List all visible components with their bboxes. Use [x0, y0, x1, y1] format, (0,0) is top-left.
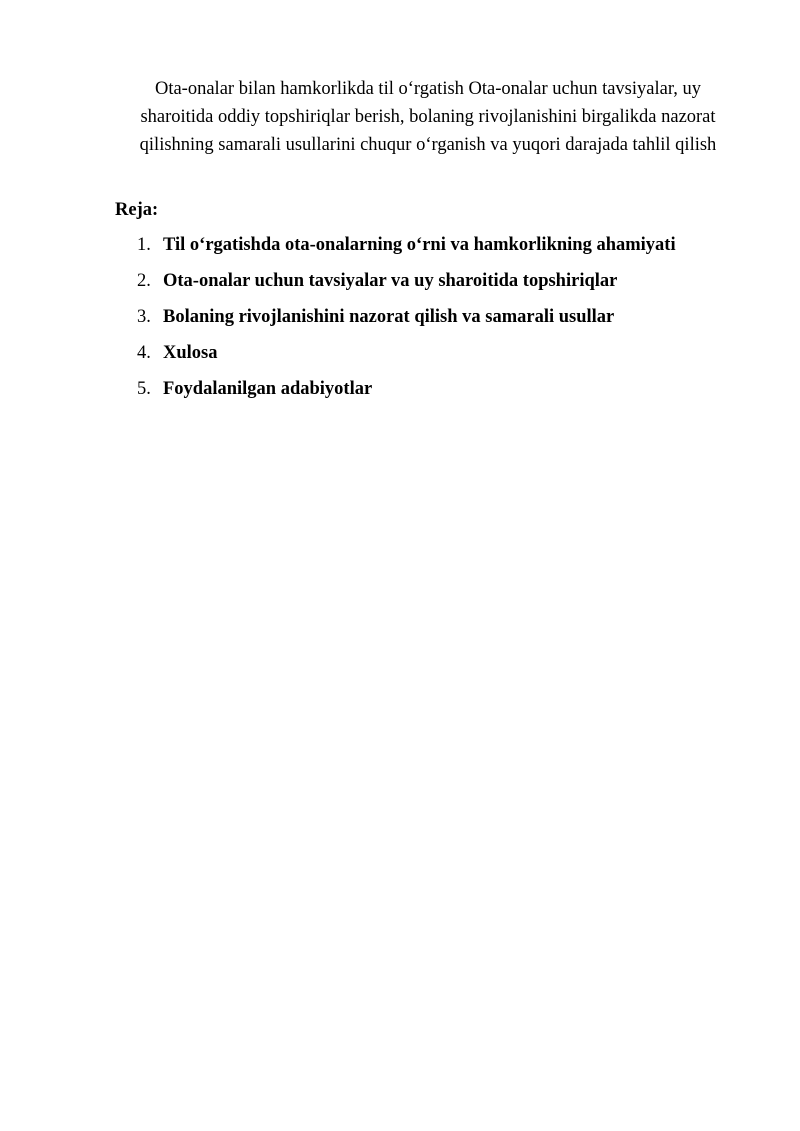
- plan-item: [137, 233, 676, 269]
- plan-item-text: Foydalanilgan adabiyotlar: [163, 379, 373, 399]
- document-title: [110, 75, 746, 159]
- plan-item: [137, 305, 676, 341]
- plan-item-text: Til o‘rgatishda ota-onalarning o‘rni va hamkorlikning ahamiyati: [163, 235, 676, 255]
- plan-item-text: Bolaning rivojlanishini nazorat qilish va samarali usullar: [163, 307, 615, 327]
- plan-item-number: 4.: [137, 343, 151, 363]
- plan-item-text: Ota-onalar uchun tavsiyalar va uy sharoitida topshiriqlar: [163, 271, 618, 291]
- plan-item-text: Xulosa: [163, 343, 218, 363]
- plan-item-number: 2.: [137, 271, 151, 291]
- plan-item-number: 3.: [137, 307, 151, 327]
- plan-item-number: 5.: [137, 379, 151, 399]
- plan-list: [137, 233, 676, 413]
- plan-item: [137, 341, 676, 377]
- plan-item: [137, 377, 676, 413]
- title-line: sharoitida oddiy topshiriqlar berish, bolaning rivojlanishini birgalikda nazorat: [140, 107, 716, 127]
- plan-item: [137, 269, 676, 305]
- plan-heading: Reja:: [115, 200, 159, 220]
- title-line: Ota-onalar bilan hamkorlikda til o‘rgatish Ota-onalar uchun tavsiyalar, uy: [154, 79, 702, 99]
- title-line: qilishning samarali usullarini chuqur o‘rganish va yuqori darajada tahlil qilish: [139, 135, 717, 155]
- plan-item-number: 1.: [137, 235, 151, 255]
